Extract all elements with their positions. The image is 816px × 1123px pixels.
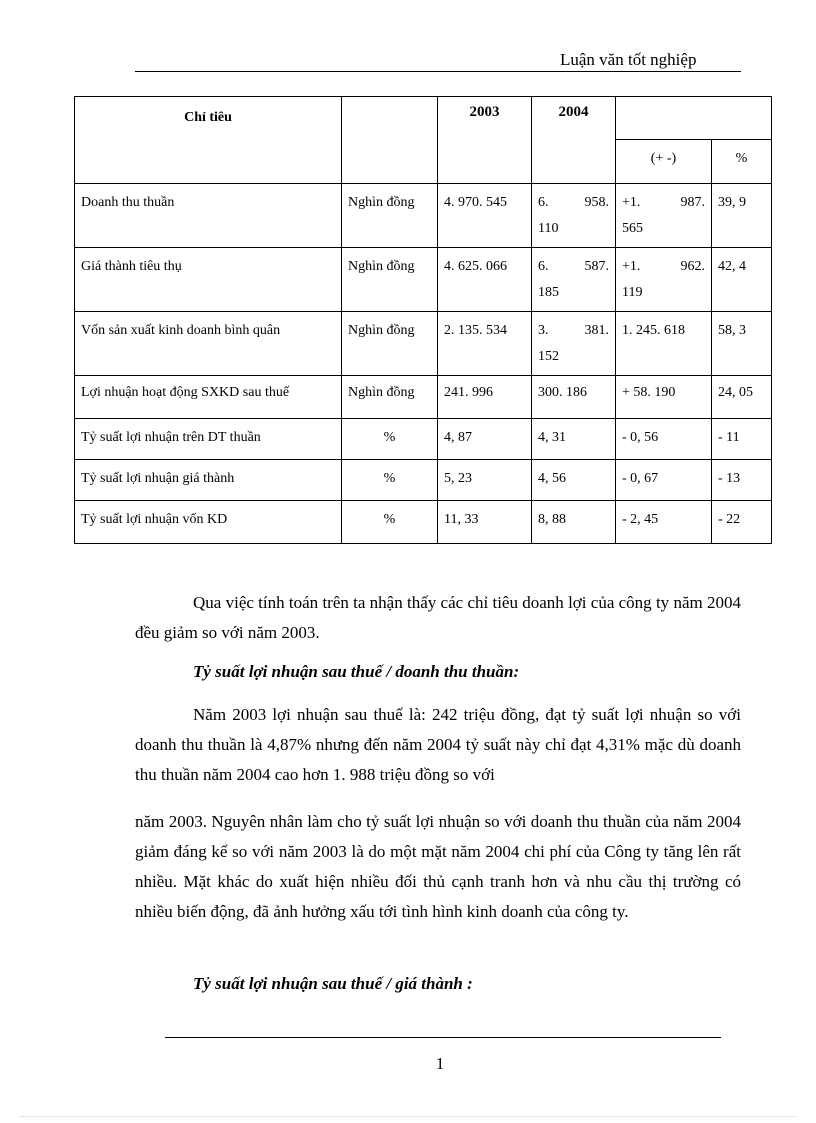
section-heading-cost: Tỷ suất lợi nhuận sau thuế / giá thành : [193, 974, 473, 993]
row-2003: 4. 625. 066 [438, 248, 532, 312]
profitability-table [74, 96, 772, 544]
header-unit [342, 97, 438, 184]
row-2003: 4. 970. 545 [438, 184, 532, 248]
row-diff: - 0, 67 [616, 460, 712, 501]
row-pct: 58, 3 [712, 312, 772, 376]
header-indicator: Chỉ tiêu [75, 97, 342, 184]
row-2003: 11, 33 [438, 501, 532, 544]
paragraph-revenue-2: năm 2003. Nguyên nhân làm cho tỷ suất lợi nhuận so với doanh thu thuần của năm 2004 giảm đáng kể so với năm 2003 là do một mặt năm 2004 chi phí của Công ty tăng lên rất nhiều. Mặt khác do xuất hiện nhiều đối thủ cạnh tranh hơn và nhu cầu thị trường có nhiều biến động, đã ảnh hưởng xấu tới tình hình kinh doanh của công ty. [135, 812, 741, 921]
row-pct: - 13 [712, 460, 772, 501]
row-unit: % [342, 501, 438, 544]
row-2004: 6. 587. 185 [532, 248, 616, 312]
row-pct: - 22 [712, 501, 772, 544]
row-pct: - 11 [712, 419, 772, 460]
row-name: Vốn sản xuất kinh doanh bình quân [75, 312, 342, 376]
table-row [75, 419, 772, 460]
row-name: Tỷ suất lợi nhuận vốn KD [75, 501, 342, 544]
row-diff: - 0, 56 [616, 419, 712, 460]
table-row [75, 248, 772, 312]
row-diff: +1. 962. 119 [616, 248, 712, 312]
row-2003: 2. 135. 534 [438, 312, 532, 376]
paragraph-revenue-1: Năm 2003 lợi nhuận sau thuế là: 242 triệu đồng, đạt tỷ suất lợi nhuận so với doanh thu thuần là 4,87% nhưng đến năm 2004 tỷ suất này chỉ đạt 4,31% mặc dù doanh thu thuần năm 2004 cao hơn 1. 988 triệu đồng so với [135, 705, 741, 784]
row-name: Doanh thu thuần [75, 184, 342, 248]
row-name: Lợi nhuận hoạt động SXKD sau thuế [75, 376, 342, 419]
row-pct: 39, 9 [712, 184, 772, 248]
row-diff: + 58. 190 [616, 376, 712, 419]
row-2003: 5, 23 [438, 460, 532, 501]
row-name: Giá thành tiêu thụ [75, 248, 342, 312]
table-row [75, 376, 772, 419]
header-change-abs: (+ -) [616, 140, 712, 184]
header-2004: 2004 [532, 97, 616, 184]
row-2003: 4, 87 [438, 419, 532, 460]
page-edge [20, 1116, 796, 1117]
row-unit: % [342, 419, 438, 460]
header-2003: 2003 [438, 97, 532, 184]
header-change-pct: % [712, 140, 772, 184]
row-name: Tỷ suất lợi nhuận trên DT thuần [75, 419, 342, 460]
row-unit: % [342, 460, 438, 501]
row-2003: 241. 996 [438, 376, 532, 419]
row-diff: 1. 245. 618 [616, 312, 712, 376]
row-2004: 3. 381. 152 [532, 312, 616, 376]
row-name: Tỷ suất lợi nhuận giá thành [75, 460, 342, 501]
row-pct: 24, 05 [712, 376, 772, 419]
header-rule [135, 71, 741, 72]
section-heading-revenue: Tỷ suất lợi nhuận sau thuế / doanh thu thuần: [193, 662, 520, 681]
page-number: 1 [435, 1054, 445, 1073]
row-2004: 8, 88 [532, 501, 616, 544]
table-row [75, 312, 772, 376]
table-row [75, 460, 772, 501]
table-row [75, 501, 772, 544]
row-2004: 4, 56 [532, 460, 616, 501]
row-unit: Nghìn đồng [342, 312, 438, 376]
row-diff: +1. 987. 565 [616, 184, 712, 248]
row-2004: 6. 958. 110 [532, 184, 616, 248]
row-unit: Nghìn đồng [342, 184, 438, 248]
header-title: Luận văn tốt nghiệp [560, 50, 697, 69]
row-2004: 300. 186 [532, 376, 616, 419]
row-pct: 42, 4 [712, 248, 772, 312]
paragraph-intro: Qua việc tính toán trên ta nhận thấy các chỉ tiêu doanh lợi của công ty năm 2004 đều giảm so với năm 2003. [135, 593, 741, 642]
table-row [75, 184, 772, 248]
row-diff: - 2, 45 [616, 501, 712, 544]
footer-rule [165, 1037, 721, 1038]
row-unit: Nghìn đồng [342, 376, 438, 419]
row-2004: 4, 31 [532, 419, 616, 460]
header-change [616, 97, 772, 140]
row-unit: Nghìn đồng [342, 248, 438, 312]
